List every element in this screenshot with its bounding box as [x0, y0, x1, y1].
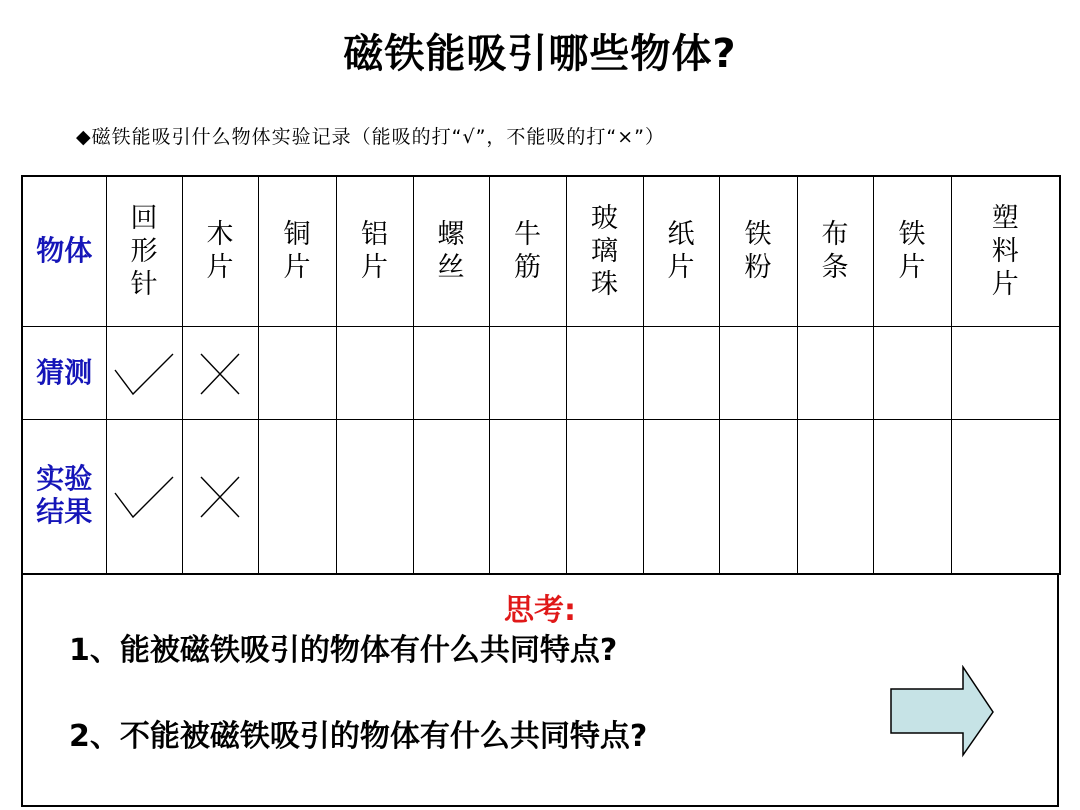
result-cell[interactable] [873, 419, 951, 574]
objects-row [22, 176, 1060, 326]
cross-mark-icon [187, 471, 253, 521]
object-header-cell: 铁片 [873, 176, 951, 326]
result-cell[interactable] [182, 419, 258, 574]
object-header-cell: 铝片 [336, 176, 413, 326]
result-cell[interactable] [489, 419, 566, 574]
result-cell[interactable] [106, 419, 182, 574]
result-cell[interactable] [413, 419, 489, 574]
object-header-cell: 塑料片 [951, 176, 1060, 326]
guess-cell[interactable] [797, 326, 873, 419]
object-header-cell: 回形针 [106, 176, 182, 326]
objects-row-label: 物体 [22, 176, 106, 326]
check-mark-icon [111, 471, 177, 521]
record-instructions: ◆磁铁能吸引什么物体实验记录（能吸的打“√”，不能吸的打“×”） [76, 126, 666, 148]
guess-cell[interactable] [413, 326, 489, 419]
guess-cell[interactable] [258, 326, 336, 419]
thinking-box [21, 573, 1059, 807]
object-header-cell: 铁粉 [719, 176, 797, 326]
result-cell[interactable] [258, 419, 336, 574]
result-cell[interactable] [336, 419, 413, 574]
result-cell[interactable] [797, 419, 873, 574]
guess-row [22, 326, 1060, 419]
object-header-cell: 纸片 [643, 176, 719, 326]
result-cell[interactable] [951, 419, 1060, 574]
result-cell[interactable] [643, 419, 719, 574]
object-header-cell: 螺丝 [413, 176, 489, 326]
guess-cell[interactable] [643, 326, 719, 419]
right-arrow-icon[interactable] [889, 665, 997, 759]
guess-cell[interactable] [951, 326, 1060, 419]
object-header-cell: 铜片 [258, 176, 336, 326]
thinking-title: 思考: [504, 593, 576, 628]
result-row [22, 419, 1060, 574]
guess-cell[interactable] [106, 326, 182, 419]
guess-cell[interactable] [873, 326, 951, 419]
object-header-cell: 牛筋 [489, 176, 566, 326]
result-cell[interactable] [566, 419, 643, 574]
guess-cell[interactable] [336, 326, 413, 419]
result-cell[interactable] [719, 419, 797, 574]
object-header-cell: 玻璃珠 [566, 176, 643, 326]
object-header-cell: 布条 [797, 176, 873, 326]
guess-cell[interactable] [182, 326, 258, 419]
guess-row-label: 猜测 [22, 326, 106, 419]
question-2: 2、不能被磁铁吸引的物体有什么共同特点? [69, 719, 648, 754]
result-row-label: 实验结果 [22, 419, 106, 574]
guess-cell[interactable] [566, 326, 643, 419]
check-mark-icon [111, 348, 177, 398]
experiment-record-table [21, 175, 1061, 575]
guess-cell[interactable] [489, 326, 566, 419]
object-header-cell: 木片 [182, 176, 258, 326]
guess-cell[interactable] [719, 326, 797, 419]
question-1: 1、能被磁铁吸引的物体有什么共同特点? [69, 633, 618, 668]
cross-mark-icon [187, 348, 253, 398]
page-title: 磁铁能吸引哪些物体? [343, 31, 737, 77]
